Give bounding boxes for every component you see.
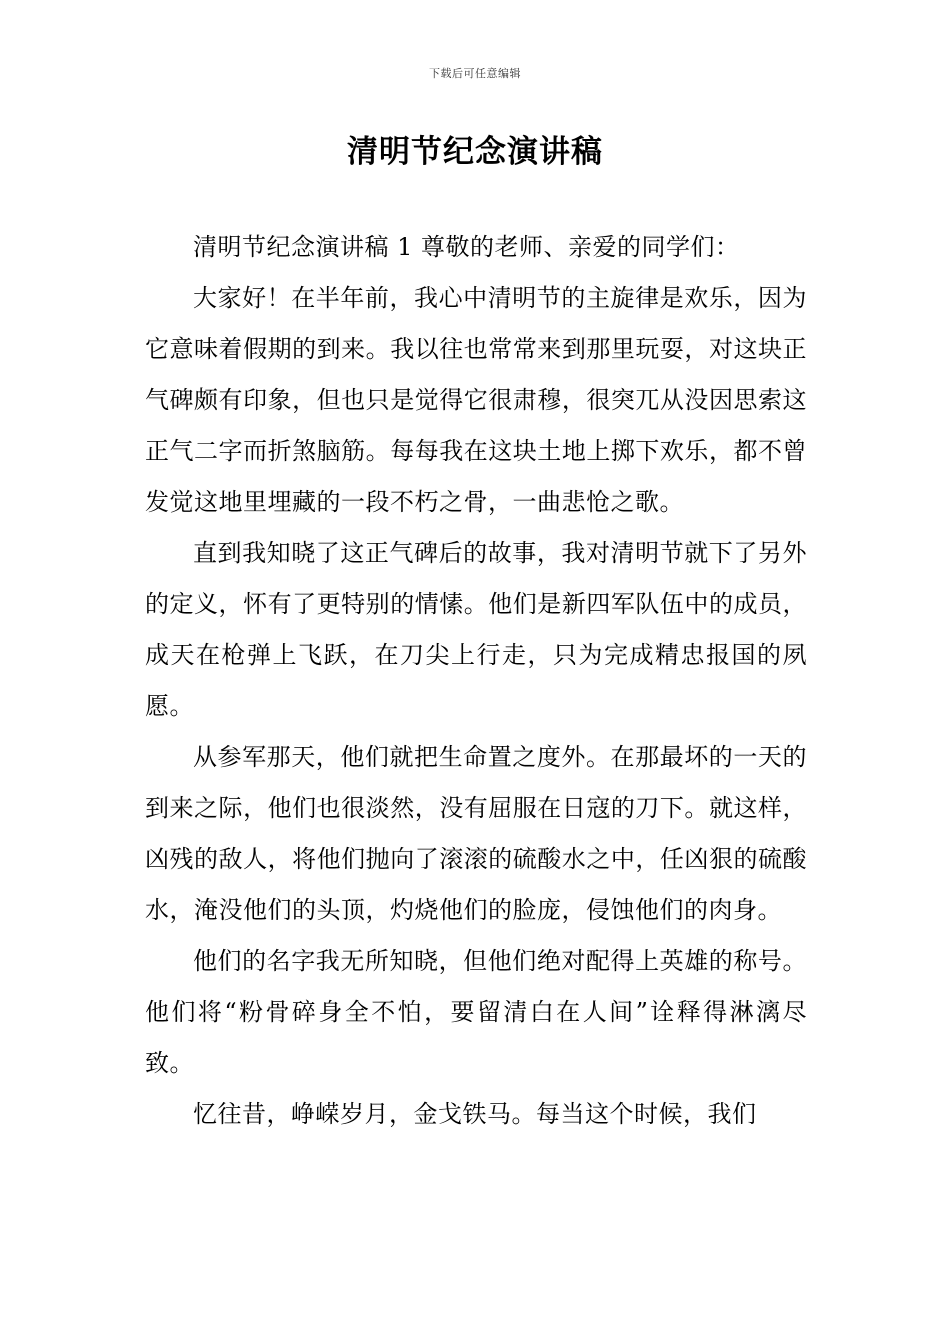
paragraph: 忆往昔，峥嵘岁月，金戈铁马。每当这个时候，我们	[193, 1100, 757, 1128]
paragraph: 清明节纪念演讲稿 1 尊敬的老师、亲爱的同学们：	[193, 233, 740, 261]
paragraph: 大家好！在半年前，我心中清明节的主旋律是欢乐，因为它意味着假期的到来。我以往也常常来到那里玩耍，对这块正气碑颇有印象，但也只是觉得它很肃穆，很突兀从没因思索这正气二字而折煞脑筋。每每我在这块土地上掷下欢乐，都不曾发觉这地里埋藏的一段不朽之骨，一曲悲怆之歌。	[145, 284, 807, 516]
paragraph: 从参军那天，他们就把生命置之度外。在那最坏的一天的到来之际，他们也很淡然，没有屈服在日寇的刀下。就这样，凶残的敌人，将他们抛向了滚滚的硫酸水之中，任凶狠的硫酸水，淹没他们的头顶，灼烧他们的脸庞，侵蚀他们的肉身。	[145, 743, 807, 924]
paragraph: 直到我知晓了这正气碑后的故事，我对清明节就下了另外的定义，怀有了更特别的情愫。他们是新四军队伍中的成员，成天在枪弹上飞跃，在刀尖上行走，只为完成精忠报国的夙愿。	[145, 539, 807, 720]
document-title: 清明节纪念演讲稿	[347, 134, 603, 170]
header-note: 下载后可任意编辑	[429, 67, 521, 80]
paragraph: 他们的名字我无所知晓，但他们绝对配得上英雄的称号。他们将“粉骨碎身全不怕，要留清白在人间”诠释得淋漓尽致。	[145, 947, 807, 1077]
document-body	[145, 222, 807, 1140]
